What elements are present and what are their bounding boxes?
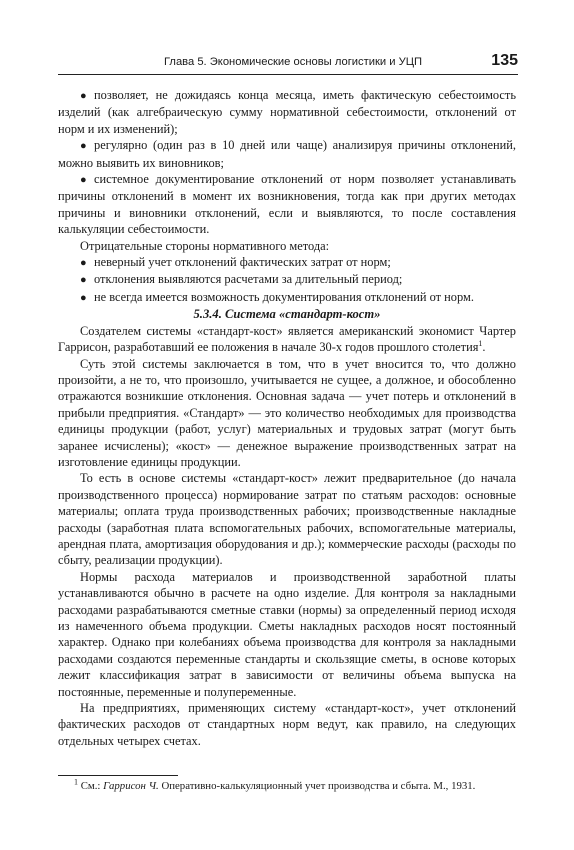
section-heading: 5.3.4. Система «стандарт-кост»	[193, 307, 381, 322]
positive-bullet-list	[58, 87, 516, 238]
footnote	[58, 779, 516, 793]
bullet-icon: ●	[80, 291, 87, 304]
footnote-divider	[58, 775, 178, 776]
paragraph: Создателем системы «стандарт-кост» является американский экономист Чартер Гаррисон, разработавший ее положения в начале 30-х годов прошлого столетия$^1$.	[58, 323, 516, 355]
bullet-icon: ●	[80, 90, 87, 102]
negative-intro: Отрицательные стороны нормативного метода:	[80, 238, 330, 253]
footnote-text: Оперативно-калькуляционный учет производства и сбыта. М., 1931.	[161, 780, 476, 792]
bullet-icon: ●	[80, 174, 87, 187]
bullet-icon: ●	[80, 257, 87, 270]
paragraph: Нормы расхода материалов и производственной заработной платы устанавливаются обычно в расчете на одно изделие. Для контроля за накладными расходами разрабатываются сметные ставки (нормы) за определенный период исходя из намеченного объема продукции. Сметы накладных расходов носят постоянный характер. Однако при колебаниях объема производства для контроля за накладными расходами создаются переменные стандарты и скользящие сметы, в основе которых лежит классификация затрат в зависимости от величины объема выпуска на постоянные, переменные и полупеременные.	[58, 569, 516, 699]
footnote-prefix: См.:	[80, 780, 101, 792]
list-item: ● неверный учет отклонений фактических затрат от норм;	[58, 254, 516, 271]
list-item: ● регулярно (один раз в 10 дней или чаще) анализируя причины отклонений, можно выявить их виновников;	[58, 138, 516, 170]
paragraph: Суть этой системы заключается в том, что в учет вносится то, что должно произойти, а не то, что произошло, учитывается не сущее, а должное, и обособленно отражаются возникшие отклонения. Основная задача — учет потерь и отклонений в прибыли предприятия. «Стандарт» — это количество необходимых для производства единицы продукции (работ, услуг) материальных и трудовых затрат (могут быть заранее исчислены); «кост» — денежное выражение производственных затрат на изготовление единицы продукции.	[58, 356, 516, 469]
footnote-reference: 1	[478, 338, 483, 348]
page-number: 135	[491, 52, 518, 69]
paragraph: На предприятиях, применяющих систему «стандарт-кост», учет отклонений фактических расходов от стандартных норм ведут, как правило, на следующих отдельных четырех счетах.	[58, 701, 516, 748]
running-head	[58, 52, 518, 75]
body-text	[58, 87, 516, 749]
chapter-title: Глава 5. Экономические основы логистики и УЦП	[164, 56, 423, 68]
footnote-marker: 1	[74, 777, 78, 787]
list-item: ● системное документирование отклонений от норм позволяет устанавливать причины отклонений в момент их возникновения, тогда как при других методах причины и виновники отклонений, если и выявляются, то после составления калькуляции себестоимости.	[58, 172, 516, 237]
footnote-author: Гаррисон Ч.	[103, 780, 159, 792]
negative-bullet-list	[58, 254, 516, 306]
paragraph: То есть в основе системы «стандарт-кост» лежит предварительное (до начала производственного процесса) нормирование затрат по статьям расходов: основные материалы; оплата труда производственных рабочих; производственные накладные расходы (заработная плата вспомогательных рабочих, вспомогательные материалы, арендная плата, амортизация оборудования и др.); коммерческие расходы (расходы по сбыту, реализации продукции).	[58, 471, 516, 568]
bullet-icon: ●	[80, 140, 87, 153]
list-item: ● не всегда имеется возможность документирования отклонений от норм.	[58, 289, 516, 306]
list-item: ● отклонения выявляются расчетами за длительный период;	[58, 271, 516, 288]
bullet-icon: ●	[80, 274, 87, 287]
list-item: ● позволяет, не дожидаясь конца месяца, иметь фактическую себестоимость изделий (как алгебраическую сумму нормативной себестоимости, отклонений от норм и их изменений);	[58, 88, 516, 136]
